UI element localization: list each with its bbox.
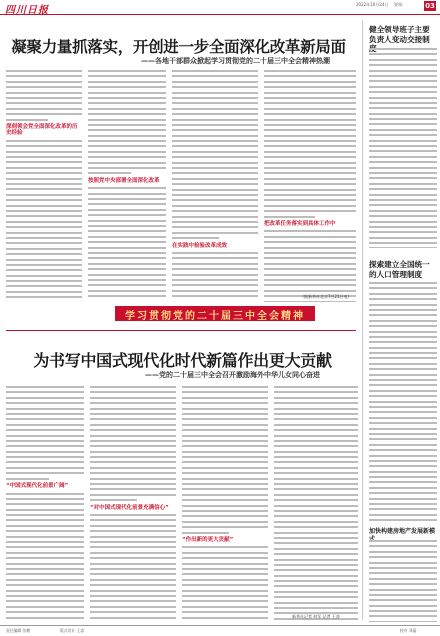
masthead: [0, 0, 440, 15]
section-heading: “中国式现代化前景广阔”: [6, 483, 69, 490]
page-number-badge: 03: [425, 2, 435, 10]
sidebar-story-1-title: 健全领导班子主要负责人变动交接制: [369, 25, 430, 44]
lead-credit: （据新华社北京7月21日电）: [300, 294, 352, 299]
topic-banner: [115, 306, 315, 321]
footer-designer: 版式设计 王睿: [60, 628, 84, 633]
sidebar-story-2-title: 探索建立全国统一的人口管理制度: [369, 260, 430, 279]
sidebar-story-2-body: [369, 282, 437, 522]
lead-subheadline: ——各地干部群众掀起学习贯彻党的二十届三中全会精神热潮: [141, 57, 330, 65]
story2-column-1: [6, 386, 84, 622]
edition-date: 2022年10月24日: [356, 2, 389, 7]
sidebar-story-3-title: 加快构建房地产发展新模: [369, 528, 436, 535]
story-divider: [6, 330, 356, 331]
sidebar-story-3-body: [369, 540, 437, 622]
footer-editor: 责任编辑 张鹏: [6, 628, 30, 633]
edition-name: 要闻·: [394, 2, 404, 7]
lead-column-2: [88, 70, 166, 300]
story2-column-4: [274, 386, 358, 622]
sidebar-story-1-body: [369, 48, 437, 248]
lead-column-1: [6, 70, 82, 300]
section-heading: 在实践中检验改革成效: [172, 242, 228, 249]
footer-proofreader: 校对 邓磊: [400, 628, 417, 633]
page-footer: [0, 625, 440, 636]
story2-column-3: [182, 386, 268, 622]
lead-column-4: [264, 70, 356, 302]
section-heading: 深刻领会党全面深化改革的历史经验: [6, 123, 78, 137]
section-heading: “对中国式现代化前景充满信心”: [90, 504, 169, 511]
section-heading: “作出新的更大贡献”: [182, 536, 234, 543]
story2-column-2: [90, 386, 176, 622]
story2-credit: 新华社记者 何军 记者 王涛: [292, 614, 340, 619]
story2-subheadline: ——党的二十届三中全会召开激励海外中华儿女同心奋进: [145, 371, 320, 379]
story2-headline: 为书写中国式现代化时代新篇作出更大贡献: [33, 351, 332, 370]
topic-banner-text: 学习贯彻党的二十届三中全会精神: [125, 311, 305, 322]
newspaper-logo: 四川日报: [5, 5, 49, 16]
section-heading: 按照党中央部署全面深化改革: [88, 177, 160, 184]
column-divider: [362, 20, 363, 620]
lead-column-3: [172, 70, 258, 300]
section-heading: 把改革任务落实到具体工作中: [264, 220, 336, 227]
lead-headline: 凝聚力量抓落实，开创进一步全面深化改革新局面: [11, 37, 346, 56]
